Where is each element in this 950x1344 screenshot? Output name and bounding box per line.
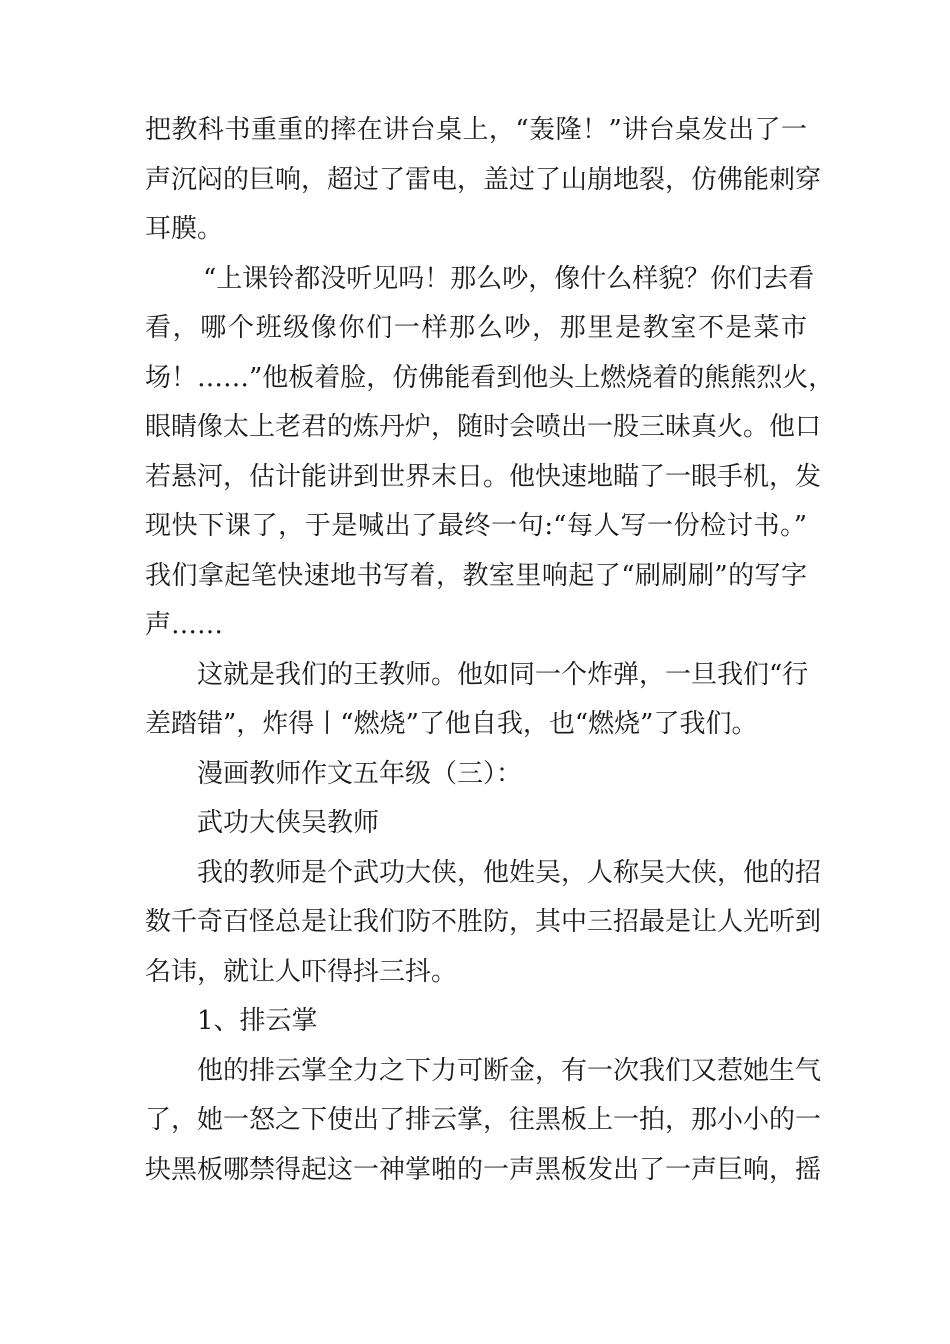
text-line: 眼睛像太上老君的炼丹炉，随时会喷出一股三昧真火。他口	[145, 412, 822, 442]
text-line: 数千奇百怪总是让我们防不胜防，其中三招最是让人光听到	[145, 907, 822, 937]
article-title	[145, 799, 807, 849]
paragraph-8	[145, 1047, 822, 1196]
text-line: 若悬河，估计能讲到世界末日。他快速地瞄了一眼手机，发	[145, 461, 822, 492]
text-line: 现快下课了，于是喊出了最终一句:“每人写一份检讨书。”	[145, 511, 807, 541]
section-heading	[145, 750, 807, 800]
text-line: 了，她一怒之下使出了排云掌，往黑板上一拍，那小小的一	[145, 1105, 822, 1135]
paragraph-1	[145, 106, 822, 255]
text-line: 我们拿起笔快速地书写着，教室里响起了“刷刷刷”的写字	[145, 560, 807, 591]
text-line: 差踏错”，炸得丨“燃烧”了他自我，也“燃烧”了我们。	[145, 709, 758, 739]
text-line: 耳膜。	[145, 214, 224, 244]
text-line: 名讳，就让人吓得抖三抖。	[145, 956, 458, 987]
text-line: 漫画教师作文五年级（三）：	[197, 758, 523, 789]
text-line: 武功大侠吴教师	[197, 808, 380, 838]
text-line: 场！……”他板着脸，仿佛能看到他头上燃烧着的熊熊烈火，	[145, 362, 835, 393]
text-line: 看，哪个班级像你们一样那么吵，那里是教室不是菜市	[145, 313, 807, 343]
text-line: 块黑板哪禁得起这一神掌啪的一声黑板发出了一声巨响，摇	[145, 1154, 822, 1185]
paragraph-2	[145, 255, 835, 651]
text-line: 1、排云掌	[197, 1006, 318, 1036]
text-line: 这就是我们的王教师。他如同一个炸弹，一旦我们“行	[197, 659, 809, 690]
paragraph-3	[145, 651, 807, 750]
paragraph-6	[145, 849, 822, 998]
text-line: 把教科书重重的摔在讲台桌上，“轰隆！”讲台桌发出了一	[145, 115, 807, 145]
document-body	[145, 106, 835, 1195]
text-line: 他的排云掌全力之下力可断金，有一次我们又惹她生气	[197, 1055, 822, 1086]
text-line: “上课铃都没听见吗！那么吵，像什么样貌？你们去看	[203, 263, 815, 294]
subsection-heading	[145, 997, 807, 1047]
text-line: 声沉闷的巨响，超过了雷电，盖过了山崩地裂，仿佛能刺穿	[145, 164, 822, 195]
text-line: 声……	[145, 610, 224, 640]
text-line: 我的教师是个武功大侠，他姓吴，人称吴大侠，他的招	[197, 857, 822, 888]
